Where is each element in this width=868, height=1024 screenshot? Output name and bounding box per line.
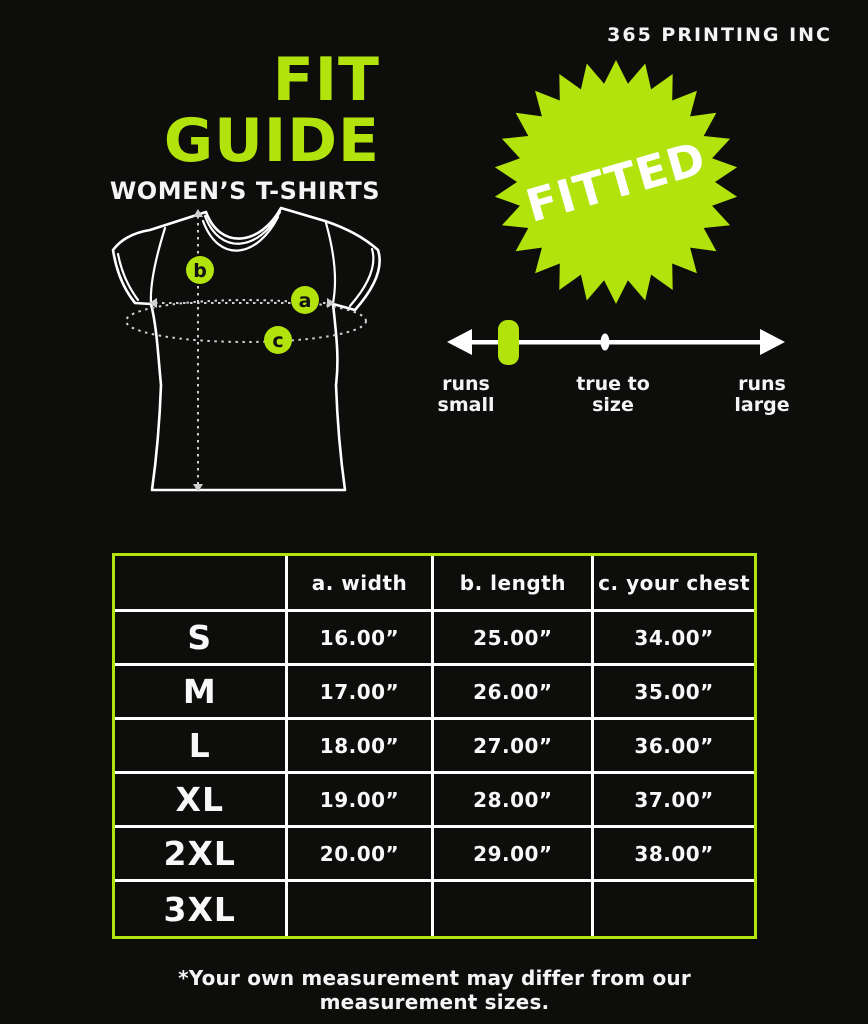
chest-cell: 36.00” [594,720,754,774]
measure-point-b-label: b [193,260,207,282]
tshirt-outline-icon [113,208,380,490]
scale-label-true-to-size: true to size [576,373,650,416]
width-cell: 17.00” [288,666,435,720]
length-cell: 28.00” [434,774,594,828]
length-cell: 26.00” [434,666,594,720]
measure-arrowheads [149,209,335,492]
size-cell: M [115,666,288,720]
length-cell: 25.00” [434,612,594,666]
width-cell: 16.00” [288,612,435,666]
chest-cell: 38.00” [594,828,754,882]
scale-label-runs-large: runs large [734,373,790,416]
brand-text: 365 PRINTING INC [607,24,832,46]
width-cell: 19.00” [288,774,435,828]
measure-point-a-label: a [298,290,312,312]
tshirt-diagram [108,190,400,502]
chest-cell: 37.00” [594,774,754,828]
footnote: *Your own measurement may differ from our measurement sizes. [178,966,691,1014]
header-width: a. width [288,556,435,612]
size-table [112,553,757,939]
size-cell: XL [115,774,288,828]
size-cell: 2XL [115,828,288,882]
true-to-size-dot-icon [601,334,610,351]
measure-guides [126,216,366,485]
length-cell: 27.00” [434,720,594,774]
table-row-s [115,612,754,666]
header-chest: c. your chest [594,556,754,612]
title-block [50,45,380,206]
chest-cell: 34.00” [594,612,754,666]
table-row-xl [115,774,754,828]
table-row-m [115,666,754,720]
width-cell: 18.00” [288,720,435,774]
table-row-l [115,720,754,774]
size-cell: S [115,612,288,666]
chest-cell: 35.00” [594,666,754,720]
page-title: FIT GUIDE [163,45,380,177]
size-cell: L [115,720,288,774]
table-header-row [115,556,754,612]
width-cell [288,882,435,936]
size-cell: 3XL [115,882,288,936]
fit-scale-arrow [443,316,789,368]
scale-label-runs-small: runs small [437,373,495,416]
measure-point-c-label: c [272,330,284,352]
header-size [115,556,288,612]
fitted-badge [491,57,741,307]
scale-marker [498,320,519,365]
table-row-2xl [115,828,754,882]
width-cell: 20.00” [288,828,435,882]
double-arrow-icon [447,329,785,355]
measure-ellipse-chest [126,300,366,342]
header-length: b. length [434,556,594,612]
page-subtitle: WOMEN’S T-SHIRTS [109,177,380,206]
table-row-3xl [115,882,754,936]
badge-label: FITTED [520,131,712,233]
chest-cell [594,882,754,936]
length-cell: 29.00” [434,828,594,882]
length-cell [434,882,594,936]
